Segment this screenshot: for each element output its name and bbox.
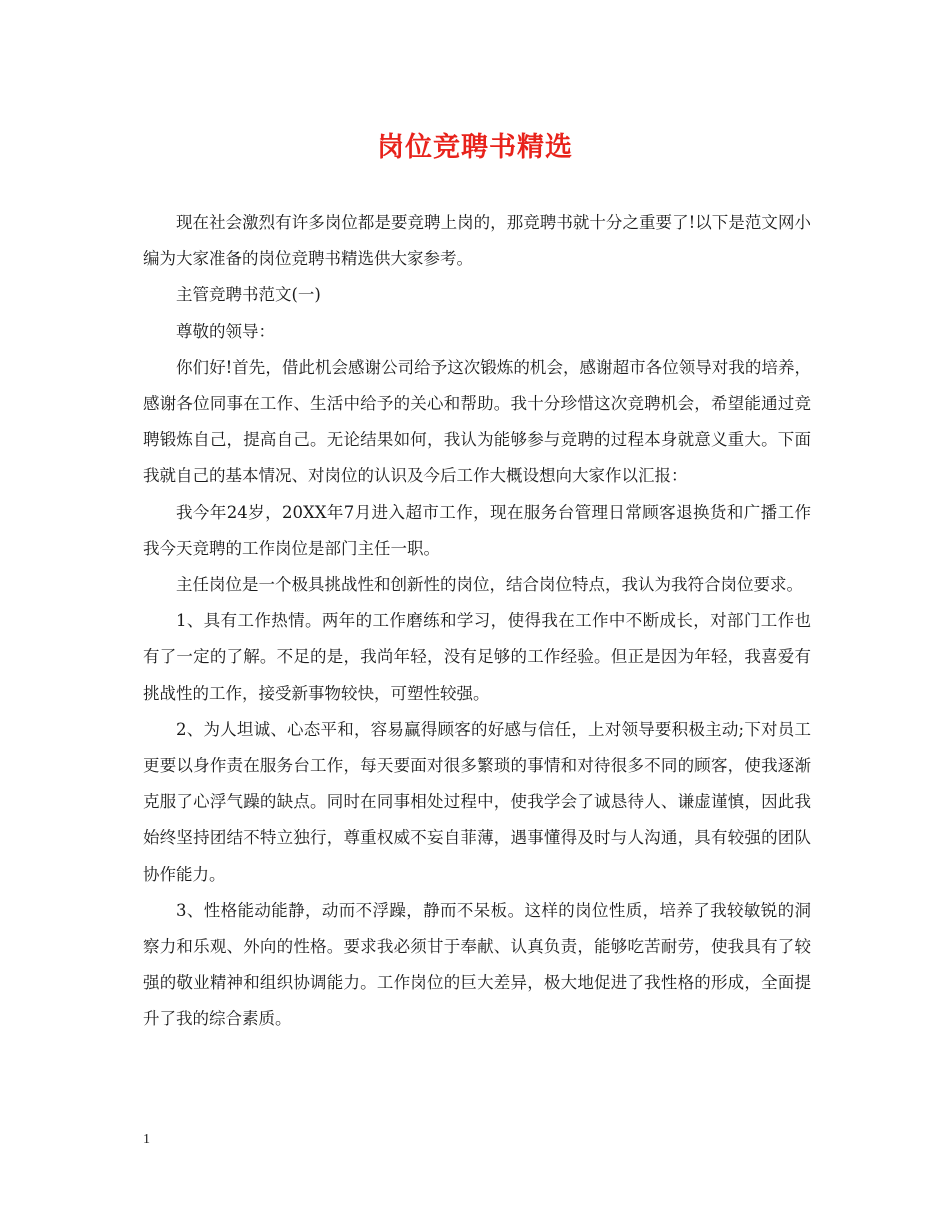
document-body (143, 205, 811, 1038)
paragraph-point-1: 1、具有工作热情。两年的工作磨练和学习，使得我在工作中不断成长，对部门工作也有了一定的了解。不足的是，我尚年轻，没有足够的工作经验。但正是因为年轻，我喜爱有挑战性的工作，接受新事物较快，可塑性较强。 (143, 611, 811, 703)
document-title: 岗位竞聘书精选 (377, 132, 573, 163)
page-number: 1 (143, 1132, 150, 1147)
paragraph-salutation: 尊敬的领导： (176, 321, 275, 341)
paragraph-point-3: 3、性格能动能静，动而不浮躁，静而不呆板。这样的岗位性质，培养了我较敏锐的洞察力和乐观、外向的性格。要求我必须甘于奉献、认真负责，能够吃苦耐劳，使我具有了较强的敬业精神和组织协调能力。工作岗位的巨大差异，极大地促进了我性格的形成，全面提升了我的综合素质。 (143, 900, 811, 1029)
paragraph-background: 我今年24岁，20XX年7月进入超市工作，现在服务台管理日常顾客退换货和广播工作我今天竞聘的工作岗位是部门主任一职。 (143, 502, 811, 558)
paragraph-greeting: 你们好!首先，借此机会感谢公司给予这次锻炼的机会，感谢超市各位领导对我的培养，感谢各位同事在工作、生活中给予的关心和帮助。我十分珍惜这次竞聘机会，希望能通过竞聘锻炼自己，提高自己。无论结果如何，我认为能够参与竞聘的过程本身就意义重大。下面我就自己的基本情况、对岗位的认识及今后工作大概设想向大家作以汇报： (143, 357, 811, 486)
paragraph-position: 主任岗位是一个极具挑战性和创新性的岗位，结合岗位特点，我认为我符合岗位要求。 (176, 575, 803, 595)
paragraph-intro: 现在社会激烈有许多岗位都是要竞聘上岗的，那竞聘书就十分之重要了!以下是范文网小编为大家准备的岗位竞聘书精选供大家参考。 (143, 213, 811, 269)
paragraph-point-2: 2、为人坦诚、心态平和，容易赢得顾客的好感与信任，上对领导要积极主动;下对员工更要以身作责在服务台工作，每天要面对很多繁琐的事情和对待很多不同的顾客，使我逐渐克服了心浮气躁的缺点。同时在同事相处过程中，使我学会了诚恳待人、谦虚谨慎，因此我始终坚持团结不特立独行，尊重权威不妄自菲薄，遇事懂得及时与人沟通，具有较强的团队协作能力。 (143, 719, 811, 884)
paragraph-heading: 主管竞聘书范文(一) (176, 285, 321, 305)
